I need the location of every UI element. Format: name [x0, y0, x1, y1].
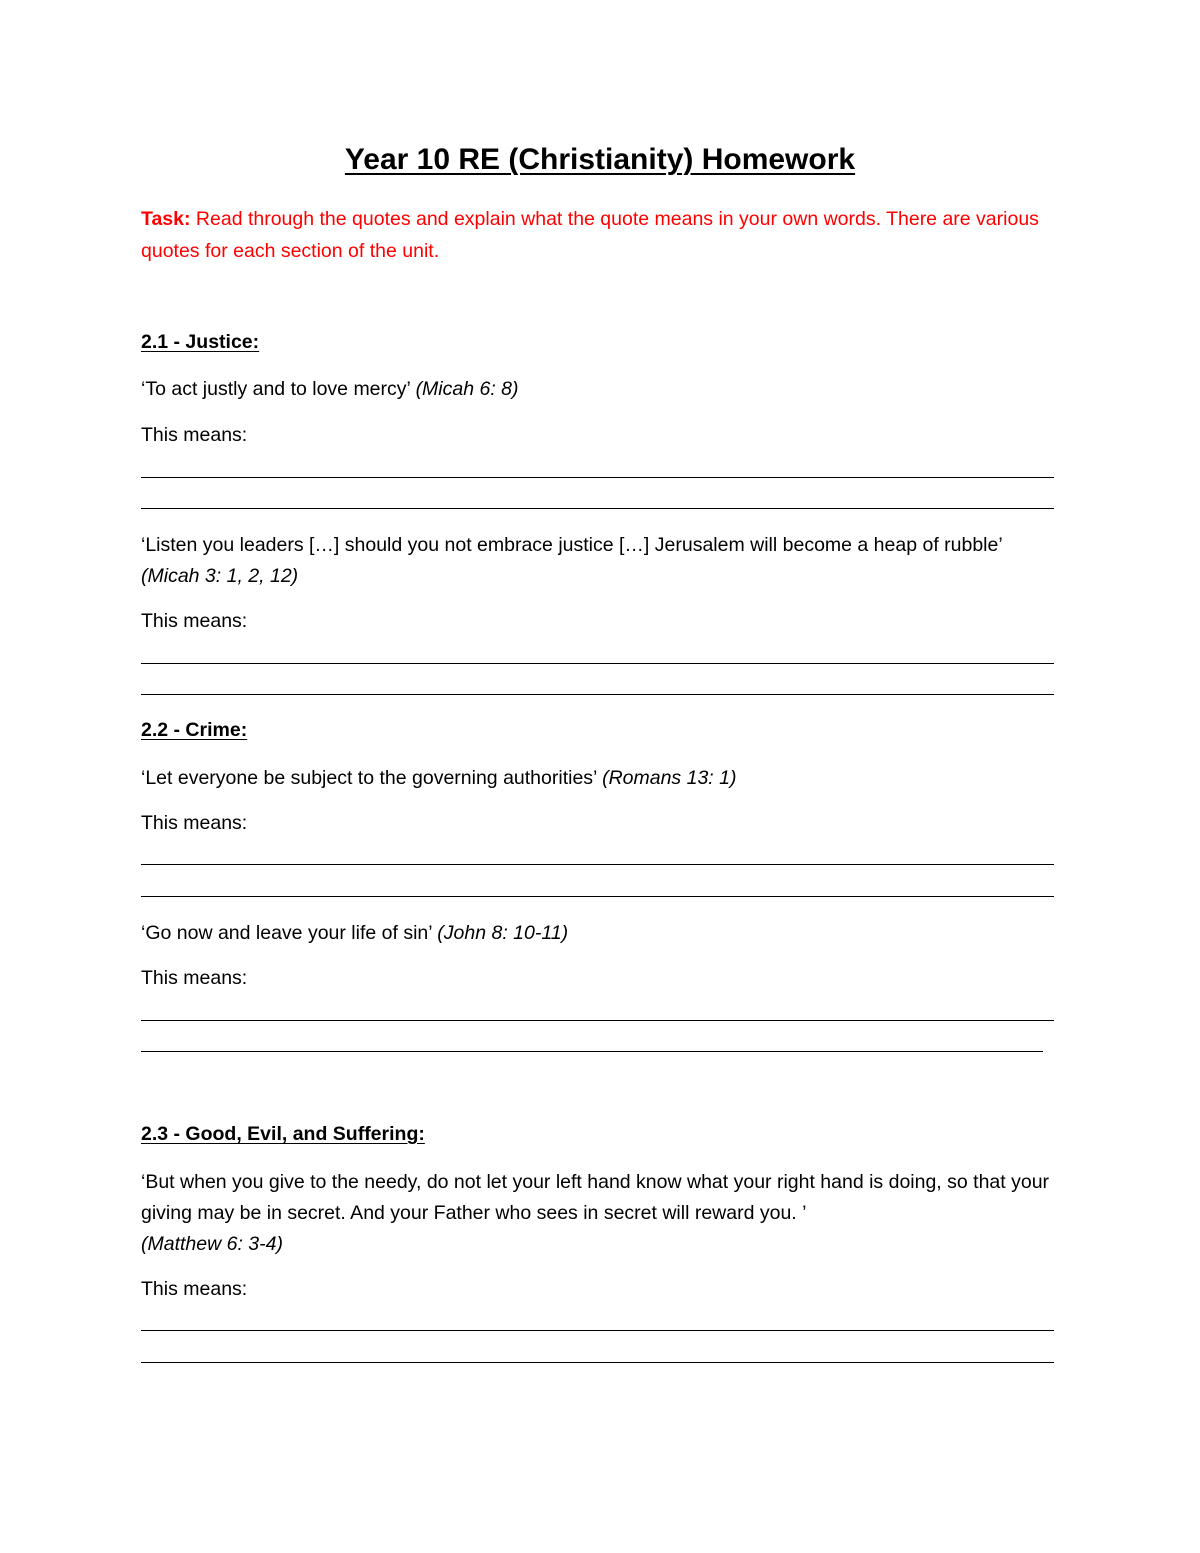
answer-line[interactable] — [141, 663, 1054, 664]
answer-line[interactable] — [141, 477, 1054, 478]
quote-john-8 — [141, 918, 1051, 949]
quote-reference: (Micah 6: 8) — [415, 378, 519, 400]
this-means-label: This means: — [141, 424, 248, 446]
quote-text: ‘But when you give to the needy, do not let your left hand know what your right hand is doing, so that your giving may be in secret. And your Father who sees in secret will reward you. ’ — [141, 1171, 1050, 1224]
quote-reference: (Romans 13: 1) — [602, 767, 737, 789]
quote-text: ‘Let everyone be subject to the governing authorities’ — [141, 767, 603, 789]
this-means-label: This means: — [141, 610, 248, 632]
quote-text: ‘Go now and leave your life of sin’ — [141, 922, 438, 944]
page-title: Year 10 RE (Christianity) Homework — [344, 143, 856, 176]
this-means-label: This means: — [141, 812, 248, 834]
answer-line[interactable] — [141, 864, 1054, 865]
this-means-label: This means: — [141, 967, 248, 989]
quote-reference: (Micah 3: 1, 2, 12) — [141, 565, 299, 587]
this-means-label: This means: — [141, 1278, 248, 1300]
task-instructions — [141, 203, 1061, 267]
answer-line[interactable] — [141, 694, 1054, 695]
quote-text: ‘Listen you leaders […] should you not embrace justice […] Jerusalem will become a heap of rubble’ — [141, 534, 1002, 556]
quote-text: ‘To act justly and to love mercy’ — [141, 378, 416, 400]
answer-line[interactable] — [141, 1051, 1043, 1052]
quote-micah-3 — [141, 530, 1051, 592]
quote-romans-13-1 — [141, 763, 1051, 794]
section-heading-crime: 2.2 - Crime: — [141, 719, 248, 741]
answer-line[interactable] — [141, 1362, 1054, 1363]
answer-line[interactable] — [141, 896, 1054, 897]
quote-matthew-6-3-4 — [141, 1167, 1051, 1260]
answer-line[interactable] — [141, 508, 1054, 509]
section-heading-justice: 2.1 - Justice: — [141, 331, 260, 353]
quote-micah-6-8 — [141, 374, 1051, 405]
answer-line[interactable] — [141, 1330, 1054, 1331]
quote-reference: (John 8: 10-11) — [437, 922, 569, 944]
answer-line[interactable] — [141, 1020, 1054, 1021]
task-label: Task: — [141, 208, 191, 230]
quote-reference: (Matthew 6: 3-4) — [141, 1233, 283, 1255]
task-text: Read through the quotes and explain what the quote means in your own words. There are various quotes for each section of the unit. — [141, 208, 1039, 262]
section-heading-good-evil-suffering: 2.3 - Good, Evil, and Suffering: — [141, 1123, 425, 1145]
